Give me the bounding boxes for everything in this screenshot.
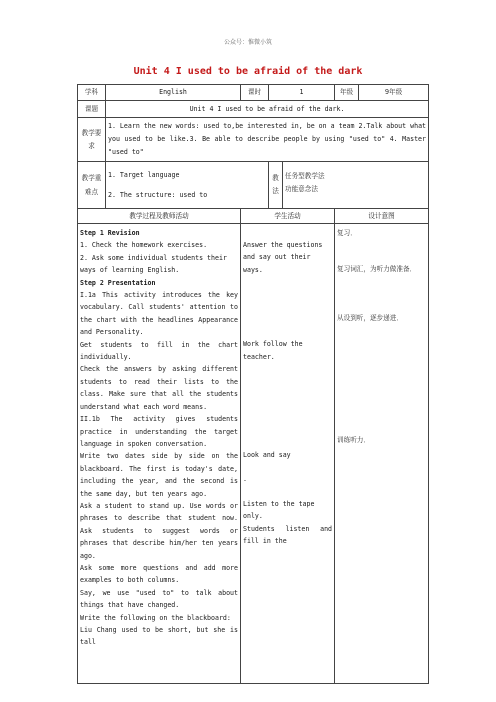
step1-item-2: 2. Ask some individual students their ways of learning English. — [80, 253, 227, 275]
process-paragraph: Ask some more questions and add more examples to both columns. — [80, 563, 238, 585]
student-activity-6: Students listen and fill in the — [243, 524, 333, 546]
process-paragraph: Write the following on the blackboard: — [80, 613, 231, 622]
design-note-1: 复习． — [337, 229, 357, 237]
design-note-4: 训练听力． — [337, 436, 370, 445]
process-cell — [78, 224, 241, 684]
subject-label: 学科 — [78, 85, 106, 101]
column-header-row — [78, 209, 429, 224]
student-cell — [241, 224, 335, 684]
requirements-label: 教学要求 — [78, 118, 106, 162]
focus-label: 教学重难点 — [78, 162, 106, 209]
subject-value: English — [106, 85, 241, 101]
process-paragraph: Check the answers by asking different students to read their lists to the class. Make sure that all the students understand what each word means. — [80, 365, 238, 411]
lesson-plan-table — [77, 84, 429, 684]
grade-label: 年级 — [335, 85, 359, 101]
topic-label: 课题 — [78, 101, 106, 118]
grade-value: 9年级 — [359, 85, 429, 101]
method-items — [283, 162, 429, 209]
info-row — [78, 85, 429, 101]
period-label: 课时 — [241, 85, 269, 101]
process-paragraph: Write two dates side by side on the blackboard. The first is today's date, including the year, and the second is the same day, but ten years ago. — [80, 452, 238, 498]
page-title: Unit 4 I used to be afraid of the dark — [133, 66, 363, 77]
student-activity-3: Look and say — [243, 451, 291, 460]
step1-title: Step 1 Revision — [80, 229, 140, 237]
student-header: 学生活动 — [241, 209, 335, 224]
design-note-3: 从设到听，逐步递进． — [337, 313, 403, 322]
step1-item-1: 1. Check the homework exercises. — [80, 241, 208, 250]
process-paragraph: II.1b The activity gives students practice in understanding the target language in spoken conversation. — [80, 415, 238, 448]
student-activity-2: Work follow the teacher. — [243, 340, 303, 361]
student-activity-1: Answer the questions and say out their ways. — [243, 241, 323, 274]
design-note-2: 复习词汇，为听力做准备． — [337, 265, 417, 274]
method-item-1: 任务型教学法 — [285, 172, 325, 180]
student-activity-5: Listen to the tape only. — [243, 499, 315, 521]
process-paragraph: Get students to fill in the chart individually. — [80, 340, 238, 362]
focus-item-1: 1. Target language — [108, 171, 180, 179]
topic-row — [78, 101, 429, 118]
requirements-text: 1. Learn the new words: used to,be interested in, be on a team 2.Talk about what you used to be like.3. Be able to describe people by using "used to" 4. Master "used to" — [106, 118, 429, 162]
focus-row — [78, 162, 429, 209]
process-paragraph: Say, we use "used to" to talk about things that have changed. — [80, 588, 238, 610]
process-paragraph: Ask a student to stand up. Use words or phrases to describe that student now. Ask students to suggest words or phrases that describe him/her ten years ago. — [80, 501, 238, 560]
method-item-2: 功能意念法 — [285, 185, 318, 193]
activity-row — [78, 224, 429, 684]
topic-value: Unit 4 I used to be afraid of the dark. — [106, 101, 429, 118]
header-note: 公众号：惟微小筑 — [223, 39, 272, 46]
design-header: 设计意图 — [335, 209, 429, 224]
focus-item-2: 2. The structure: used to — [108, 191, 208, 199]
focus-items — [106, 162, 269, 209]
process-paragraph: Liu Chang used to be short, but she is tall — [80, 626, 238, 647]
process-paragraph: I.1a This activity introduces the key vocabulary. Call students' attention to the chart with the headlines Appearance and Personality. — [80, 291, 238, 337]
method-label: 教法 — [269, 162, 283, 209]
student-activity-4: . — [243, 475, 247, 484]
process-header: 教学过程及教师活动 — [78, 209, 241, 224]
requirements-row — [78, 118, 429, 162]
step2-title: Step 2 Presentation — [80, 278, 156, 287]
design-cell — [335, 224, 429, 684]
period-value: 1 — [269, 85, 335, 101]
